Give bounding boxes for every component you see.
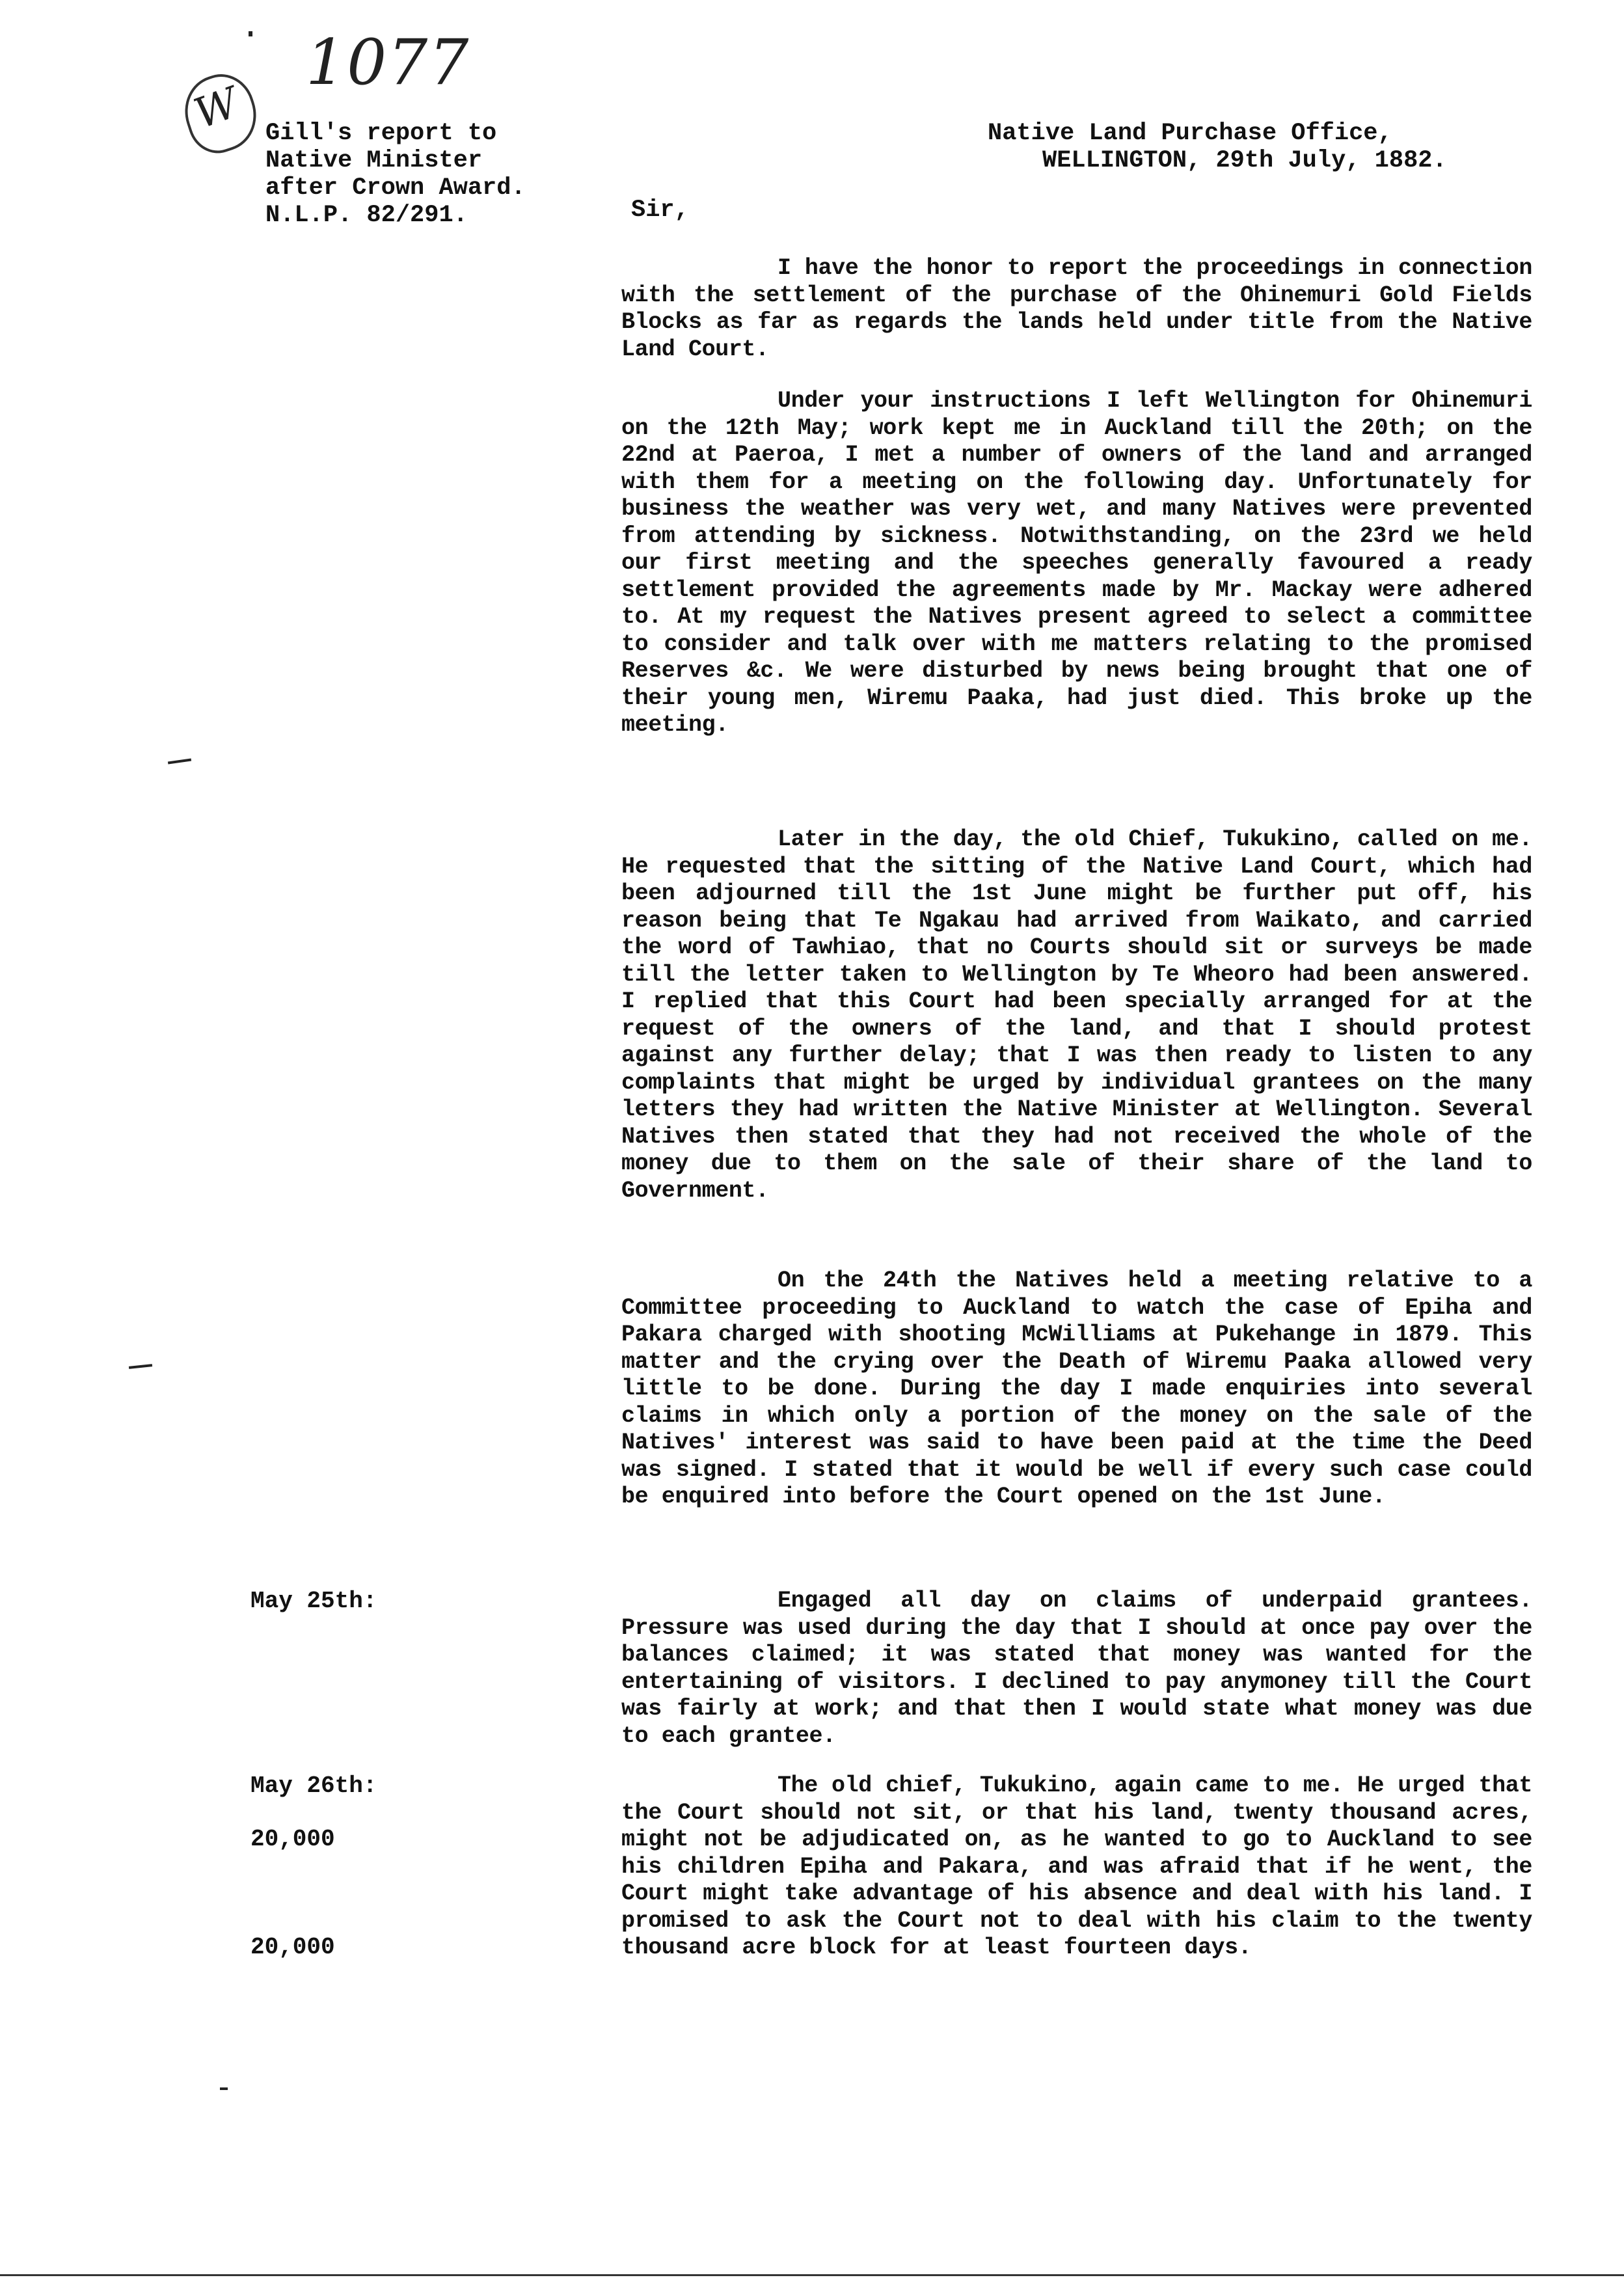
handwritten-page-number: 1077 bbox=[306, 26, 470, 99]
margin-tick bbox=[220, 2087, 228, 2090]
side-heading-line: after Crown Award. bbox=[265, 174, 526, 202]
office-name: Native Land Purchase Office, bbox=[988, 120, 1392, 147]
paragraph: Later in the day, the old Chief, Tukukino, called on me. He requested that the sitting of the Native Land Court, which had been adjourned till the 1st June might be further put off, his reason being that Te Ngakau had arrived from Waikato, and carried the word of Tawhiao, that no Courts should sit or surveys be made till the letter taken to Wellington by Te Wheoro had been answered. I replied that this Court had been specially arranged for at the request of the owners of the land, and that I should protest against any further delay; that I was then ready to listen to any complaints that might be urged by individual grantees on the many letters they had written the Native Minister at Wellington. Several Natives then stated that they had not received the whole of the money due to them on the sale of their share of the land to Government. bbox=[621, 826, 1532, 1204]
margin-date: May 25th: bbox=[250, 1588, 377, 1614]
side-heading-line: N.L.P. 82/291. bbox=[265, 202, 468, 229]
margin-tick bbox=[168, 759, 191, 765]
handwritten-initial: W bbox=[188, 78, 245, 139]
paragraph: Under your instructions I left Wellington for Ohinemuri on the 12th May; work kept me in Auckland till the 20th; on the 22nd at Paeroa, I met a number of owners of the land and arranged with them for a meeting on the following day. Unfortunately for business the weather was very wet, and many Natives were prevented from attending by sickness. Notwithstanding, on the 23rd we held our first meeting and the speeches generally favoured a ready settlement provided the agreements made by Mr. Mackay were adhered to. At my request the Natives present agreed to select a committee to consider and talk over with me matters relating to the promised Reserves &c. We were disturbed by news being brought that one of their young men, Wiremu Paaka, had just died. This broke up the meeting. bbox=[621, 388, 1532, 738]
salutation: Sir, bbox=[631, 197, 689, 224]
paragraph: I have the honor to report the proceedings in connection with the settlement of the purchase of the Ohinemuri Gold Fields Blocks as far as regards the lands held under title from the Native Land Court. bbox=[621, 255, 1532, 362]
paragraph: Engaged all day on claims of underpaid grantees. Pressure was used during the day that I should at once pay over the balances claimed; it was stated that money was wanted for the entertaining of visitors. I declined to pay anymoney till the Court was fairly at work; and that then I would state what money was due to each grantee. bbox=[621, 1588, 1532, 1749]
place-date: WELLINGTON, 29th July, 1882. bbox=[1042, 147, 1447, 174]
side-heading-line: Gill's report to bbox=[265, 120, 497, 147]
letterhead bbox=[988, 120, 1573, 174]
margin-tick bbox=[129, 1364, 152, 1369]
margin-number: 20,000 bbox=[250, 1934, 335, 1961]
paragraph: The old chief, Tukukino, again came to me. He urged that the Court should not sit, or that his land, twenty thousand acres, might not be adjudicated on, as he wanted to go to Auckland to see his children Epiha and Pakara, and was afraid that if he went, the Court might take advantage of his absence and deal with his land. I promised to ask the Court not to deal with his claim to the twenty thousand acre block for at least fourteen days. bbox=[621, 1773, 1532, 1961]
margin-number: 20,000 bbox=[250, 1826, 335, 1853]
ink-dot bbox=[249, 31, 252, 36]
page-bottom-rule bbox=[0, 2274, 1624, 2276]
margin-date: May 26th: bbox=[250, 1773, 377, 1799]
paragraph: On the 24th the Natives held a meeting relative to a Committee proceeding to Auckland to watch the case of Epiha and Pakara charged with shooting McWilliams at Pukehange in 1879. This matter and the crying over the Death of Wiremu Paaka allowed very little to be done. During the day I made enquiries into several claims in which only a portion of the money on the sale of the Natives' interest was said to have been paid at the time the Deed was signed. I stated that it would be well if every such case could be enquired into before the Court opened on the 1st June. bbox=[621, 1268, 1532, 1510]
side-heading bbox=[265, 120, 604, 229]
side-heading-line: Native Minister bbox=[265, 147, 483, 174]
